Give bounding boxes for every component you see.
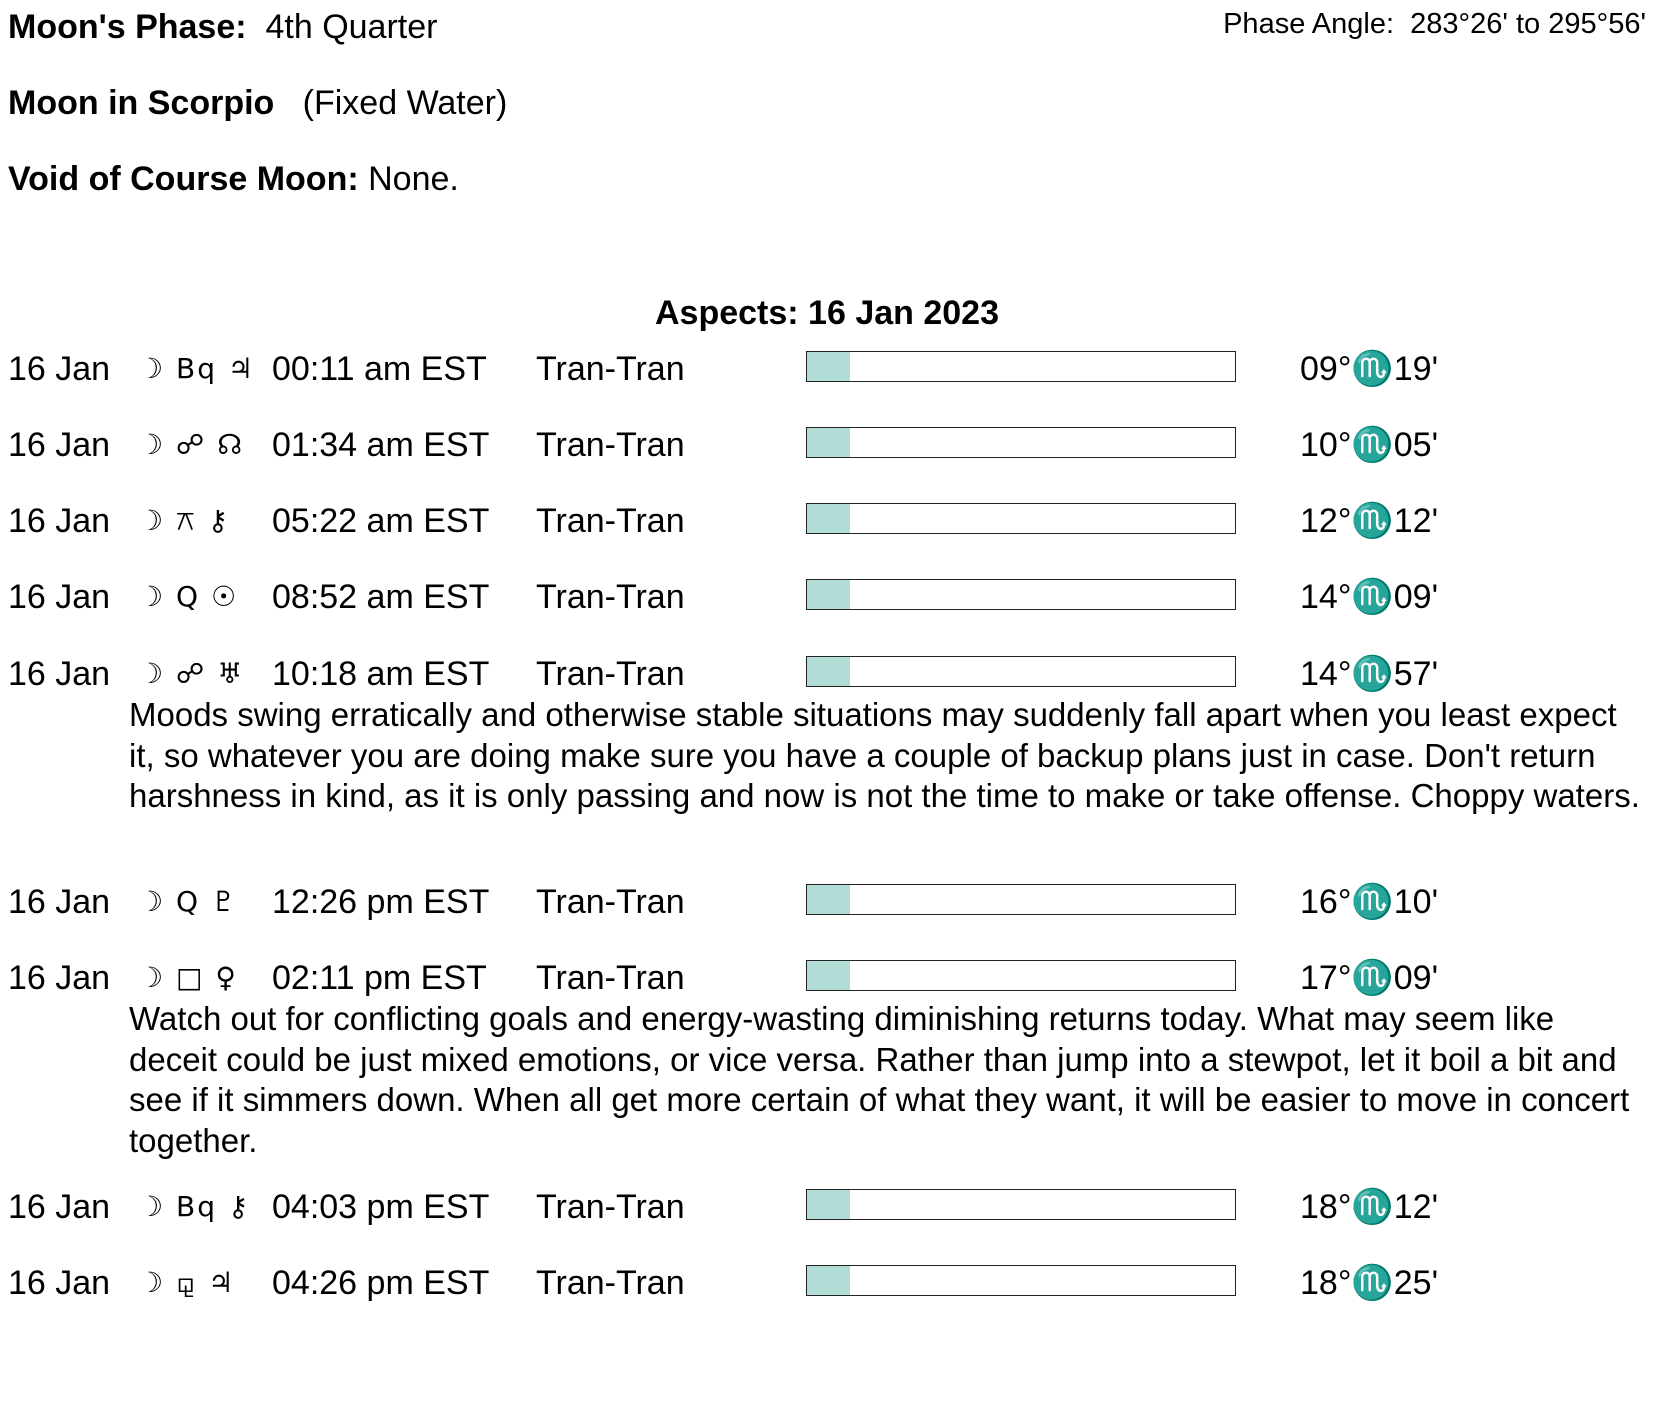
aspect-strength-fill [807, 580, 850, 609]
aspect-row [0, 348, 1654, 390]
planet-glyph-icon: ♇ [210, 885, 239, 918]
aspect-strength-bar [806, 1265, 1236, 1296]
aspect-date: 16 Jan [8, 502, 111, 540]
aspect-strength-bar [806, 351, 1236, 382]
void-of-course-value: None. [368, 160, 459, 198]
aspect-row [0, 957, 1654, 999]
planet-glyph-icon: ☽ [138, 352, 166, 385]
aspect-strength-bar [806, 960, 1236, 991]
aspect-date: 16 Jan [8, 1188, 111, 1226]
aspect-strength-bar [806, 1189, 1236, 1220]
moon-phase-line [8, 8, 437, 47]
planet-glyph-icon: ☽ [138, 504, 166, 537]
planet-glyph-icon: ♃ [227, 352, 256, 385]
aspect-glyphs [138, 957, 238, 999]
aspect-position: 18°♏12' [1300, 1188, 1439, 1226]
moon-phase-value: 4th Quarter [265, 8, 438, 46]
aspect-row [0, 576, 1654, 618]
aspect-type: Tran-Tran [536, 959, 685, 997]
aspect-glyphs [138, 348, 255, 390]
aspect-symbol-icon: Q [176, 580, 201, 613]
aspect-symbol-icon: Bq [176, 1190, 217, 1223]
aspect-glyphs [138, 500, 230, 542]
planet-glyph-icon: ☽ [138, 961, 166, 994]
planet-glyph-icon: ⚷ [227, 1190, 251, 1223]
aspect-row [0, 424, 1654, 466]
aspect-time: 05:22 am EST [272, 502, 490, 540]
aspect-symbol-icon: ⚼ [176, 1266, 198, 1299]
aspect-time: 00:11 am EST [272, 350, 487, 388]
planet-glyph-icon: ☽ [138, 657, 166, 690]
aspect-interpretation: Watch out for conflicting goals and energy-wasting diminishing returns today. What may seem like deceit could be just mixed emotions, or vice versa. Rather than jump into a stewpot, let it boil a bit and see if it simmers down. When all get more certain of what they want, it will be easier to move in concert together. [129, 1000, 1630, 1159]
aspect-time: 04:03 pm EST [272, 1188, 490, 1226]
aspect-row [0, 881, 1654, 923]
aspect-date: 16 Jan [8, 426, 111, 464]
aspect-strength-fill [807, 1266, 850, 1295]
planet-glyph-icon: ⚷ [207, 504, 231, 537]
aspect-type: Tran-Tran [536, 426, 685, 464]
aspect-date: 16 Jan [8, 959, 111, 997]
planet-glyph-icon: ♀ [215, 961, 238, 994]
aspect-row [0, 1186, 1654, 1228]
aspect-symbol-icon: Q [176, 885, 201, 918]
aspect-row [0, 500, 1654, 542]
phase-angle [1223, 8, 1646, 41]
aspect-date: 16 Jan [8, 350, 111, 388]
aspect-strength-fill [807, 885, 850, 914]
aspect-time: 12:26 pm EST [272, 883, 490, 921]
aspect-strength-bar [806, 579, 1236, 610]
aspect-position: 18°♏25' [1300, 1264, 1439, 1302]
aspect-symbol-icon: ☍ [176, 428, 207, 461]
aspect-glyphs [138, 576, 238, 618]
aspect-row [0, 653, 1654, 695]
aspect-symbol-icon: ⚻ [176, 504, 197, 537]
aspect-symbol-icon: ☍ [176, 657, 207, 690]
moon-sign-line [8, 84, 507, 123]
aspect-position: 14°♏09' [1300, 578, 1439, 616]
aspect-strength-bar [806, 427, 1236, 458]
aspect-time: 08:52 am EST [272, 578, 490, 616]
aspect-row [0, 1262, 1654, 1304]
aspect-position: 14°♏57' [1300, 655, 1439, 693]
aspects-title: Aspects: 16 Jan 2023 [655, 294, 999, 332]
aspect-strength-fill [807, 961, 850, 990]
aspect-glyphs [138, 881, 238, 923]
void-of-course-line [8, 160, 459, 199]
aspect-strength-fill [807, 352, 850, 381]
aspect-interpretation: Moods swing erratically and otherwise stable situations may suddenly fall apart when you least expect it, so whatever you are doing make sure you have a couple of backup plans just in case. Don't return harshness in kind, as it is only passing and now is not the time to make or take offense. Choppy waters. [129, 696, 1640, 814]
aspect-type: Tran-Tran [536, 1264, 685, 1302]
aspect-type: Tran-Tran [536, 578, 685, 616]
planet-glyph-icon: ☽ [138, 1190, 166, 1223]
planet-glyph-icon: ♅ [217, 657, 245, 690]
moon-sign-label: Moon in Scorpio [8, 84, 275, 122]
aspect-time: 10:18 am EST [272, 655, 490, 693]
aspect-symbol-icon: □ [176, 961, 205, 994]
aspect-date: 16 Jan [8, 883, 111, 921]
aspect-type: Tran-Tran [536, 502, 685, 540]
aspect-date: 16 Jan [8, 655, 111, 693]
aspect-position: 09°♏19' [1300, 350, 1439, 388]
aspect-type: Tran-Tran [536, 1188, 685, 1226]
aspect-time: 01:34 am EST [272, 426, 490, 464]
aspect-type: Tran-Tran [536, 883, 685, 921]
planet-glyph-icon: ☽ [138, 1266, 166, 1299]
planet-glyph-icon: ☽ [138, 580, 166, 613]
aspect-date: 16 Jan [8, 578, 111, 616]
aspect-strength-fill [807, 504, 850, 533]
aspect-strength-bar [806, 884, 1236, 915]
aspect-time: 02:11 pm EST [272, 959, 487, 997]
planet-glyph-icon: ☊ [217, 428, 245, 461]
aspect-position: 12°♏12' [1300, 502, 1439, 540]
aspect-position: 16°♏10' [1300, 883, 1439, 921]
planet-glyph-icon: ☽ [138, 885, 166, 918]
aspect-glyphs [138, 1186, 250, 1228]
aspect-type: Tran-Tran [536, 655, 685, 693]
planet-glyph-icon: ☽ [138, 428, 166, 461]
void-of-course-label: Void of Course Moon: [8, 160, 359, 198]
aspect-glyphs [138, 424, 244, 466]
aspect-strength-fill [807, 428, 850, 457]
aspect-strength-bar [806, 503, 1236, 534]
phase-angle-value: 283°26' to 295°56' [1410, 8, 1646, 40]
aspect-strength-fill [807, 657, 850, 686]
aspect-glyphs [138, 653, 244, 695]
aspect-strength-fill [807, 1190, 850, 1219]
planet-glyph-icon: ☉ [210, 580, 239, 613]
aspect-date: 16 Jan [8, 1264, 111, 1302]
aspect-position: 10°♏05' [1300, 426, 1439, 464]
aspect-time: 04:26 pm EST [272, 1264, 490, 1302]
aspect-type: Tran-Tran [536, 350, 685, 388]
moon-phase-label: Moon's Phase: [8, 8, 247, 46]
aspect-position: 17°♏09' [1300, 959, 1439, 997]
aspect-glyphs [138, 1262, 235, 1304]
aspect-strength-bar [806, 656, 1236, 687]
aspect-symbol-icon: Bq [176, 352, 217, 385]
moon-sign-element: (Fixed Water) [302, 84, 508, 122]
planet-glyph-icon: ♃ [208, 1266, 236, 1299]
phase-angle-label: Phase Angle: [1223, 8, 1395, 40]
